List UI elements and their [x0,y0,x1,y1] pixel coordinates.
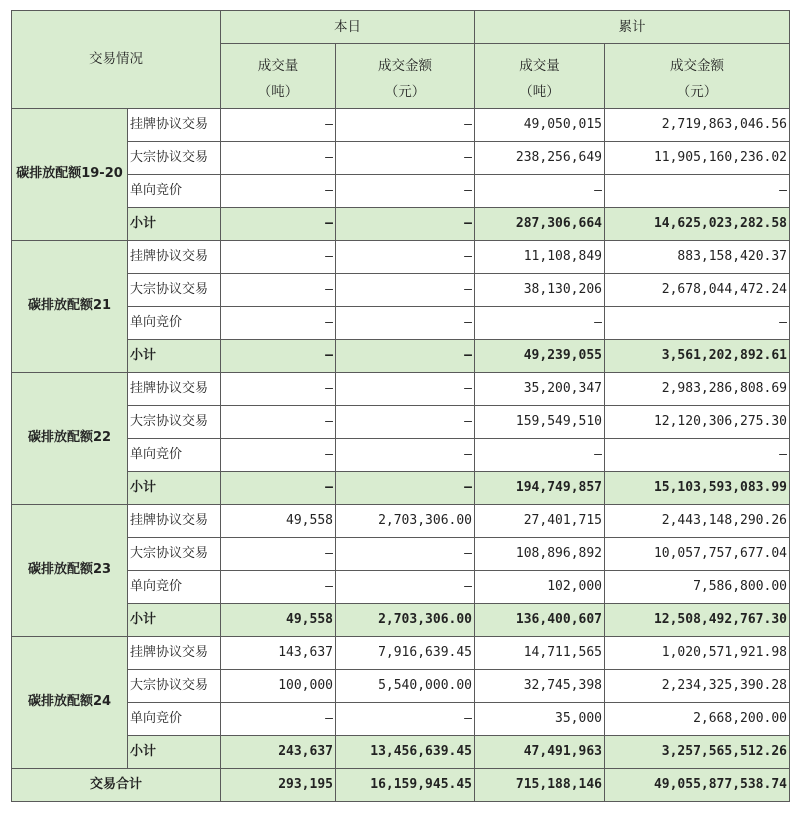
total-today-amt: 16,159,945.45 [336,769,475,802]
cell-cum-amt: 883,158,420.37 [605,241,790,274]
cell-today-amt: – [336,340,475,373]
cell-cum-vol: 35,000 [475,703,605,736]
trade-type: 挂牌协议交易 [128,637,221,670]
cell-today-vol: – [221,307,336,340]
cell-today-vol: – [221,439,336,472]
cell-today-amt: 5,540,000.00 [336,670,475,703]
cell-today-vol: – [221,340,336,373]
cell-cum-vol: 32,745,398 [475,670,605,703]
header-category: 交易情况 [12,11,221,109]
header-today: 本日 [221,11,475,44]
header-cum-volume [475,44,605,109]
cell-cum-vol: – [475,307,605,340]
cell-today-vol: – [221,406,336,439]
table-row [12,373,790,406]
cell-today-amt: – [336,439,475,472]
cell-today-vol: – [221,373,336,406]
trade-type: 挂牌协议交易 [128,373,221,406]
cell-today-amt: – [336,307,475,340]
cell-today-amt: – [336,538,475,571]
quota-category: 碳排放配额22 [12,373,128,505]
cell-today-amt: – [336,109,475,142]
quota-category: 碳排放配额24 [12,637,128,769]
table-row [12,307,790,340]
header-volume-unit: （吨） [519,84,560,100]
trade-type: 挂牌协议交易 [128,109,221,142]
table-row [12,736,790,769]
subtotal-label: 小计 [128,208,221,241]
cell-cum-amt: 2,234,325,390.28 [605,670,790,703]
cell-cum-amt: 1,020,571,921.98 [605,637,790,670]
header-today-amount [336,44,475,109]
cell-cum-vol: – [475,439,605,472]
total-today-vol: 293,195 [221,769,336,802]
cell-today-vol: 243,637 [221,736,336,769]
quota-category: 碳排放配额21 [12,241,128,373]
cell-cum-vol: 38,130,206 [475,274,605,307]
cell-cum-vol: 108,896,892 [475,538,605,571]
trade-type: 大宗协议交易 [128,538,221,571]
table-row [12,703,790,736]
table-row [12,637,790,670]
subtotal-label: 小计 [128,736,221,769]
cell-cum-amt: 2,668,200.00 [605,703,790,736]
cell-today-vol: 143,637 [221,637,336,670]
cell-cum-vol: 49,050,015 [475,109,605,142]
header-amount-unit: （元） [384,84,426,100]
cell-cum-vol: 27,401,715 [475,505,605,538]
cell-today-vol: 49,558 [221,505,336,538]
cell-today-amt: – [336,208,475,241]
table-row [12,142,790,175]
trade-type: 挂牌协议交易 [128,241,221,274]
table-row [12,175,790,208]
header-volume-label: 成交量 [519,58,560,75]
table-row [12,109,790,142]
cell-cum-amt: – [605,439,790,472]
cell-today-amt: 7,916,639.45 [336,637,475,670]
trade-type: 单向竞价 [128,571,221,604]
cell-cum-vol: 47,491,963 [475,736,605,769]
table-row [12,670,790,703]
trade-type: 大宗协议交易 [128,406,221,439]
total-row [12,769,790,802]
cell-cum-vol: 136,400,607 [475,604,605,637]
total-cum-amt: 49,055,877,538.74 [605,769,790,802]
cell-cum-vol: – [475,175,605,208]
cell-today-vol: – [221,142,336,175]
trade-type: 挂牌协议交易 [128,505,221,538]
header-volume-unit: （吨） [257,84,299,100]
cell-cum-amt: 15,103,593,083.99 [605,472,790,505]
cell-today-amt: 2,703,306.00 [336,604,475,637]
header-volume-label: 成交量 [257,58,299,75]
table-row [12,274,790,307]
cell-today-vol: 49,558 [221,604,336,637]
cell-cum-amt: – [605,175,790,208]
cell-today-amt: – [336,274,475,307]
cell-cum-amt: 3,257,565,512.26 [605,736,790,769]
trade-type: 大宗协议交易 [128,142,221,175]
cell-cum-amt: 2,678,044,472.24 [605,274,790,307]
cell-cum-vol: 194,749,857 [475,472,605,505]
table-row [12,472,790,505]
trade-type: 单向竞价 [128,307,221,340]
trade-type: 单向竞价 [128,175,221,208]
cell-today-vol: – [221,571,336,604]
table-row [12,538,790,571]
header-amount-label: 成交金额 [670,58,724,75]
cell-today-amt: – [336,472,475,505]
cell-cum-amt: 12,120,306,275.30 [605,406,790,439]
total-label: 交易合计 [12,769,221,802]
header-amount-unit: （元） [676,84,718,100]
subtotal-label: 小计 [128,604,221,637]
trade-type: 大宗协议交易 [128,274,221,307]
cell-cum-vol: 11,108,849 [475,241,605,274]
cell-cum-vol: 102,000 [475,571,605,604]
cell-today-vol: – [221,274,336,307]
table-row [12,505,790,538]
cell-cum-amt: 2,443,148,290.26 [605,505,790,538]
cell-today-vol: – [221,241,336,274]
cell-today-amt: 13,456,639.45 [336,736,475,769]
cell-today-amt: – [336,571,475,604]
cell-today-amt: – [336,241,475,274]
cell-today-amt: – [336,703,475,736]
cell-today-vol: – [221,472,336,505]
subtotal-label: 小计 [128,472,221,505]
cell-today-vol: – [221,538,336,571]
cell-cum-vol: 287,306,664 [475,208,605,241]
table-row [12,439,790,472]
cell-today-vol: – [221,703,336,736]
cell-cum-amt: 14,625,023,282.58 [605,208,790,241]
subtotal-label: 小计 [128,340,221,373]
table-row [12,340,790,373]
cell-today-vol: – [221,175,336,208]
header-row-1 [12,11,790,44]
cell-cum-amt: – [605,307,790,340]
table-row [12,406,790,439]
cell-cum-amt: 2,983,286,808.69 [605,373,790,406]
table-row [12,208,790,241]
header-amount-label: 成交金额 [378,58,432,75]
cell-cum-amt: 7,586,800.00 [605,571,790,604]
trade-type: 单向竞价 [128,439,221,472]
cell-today-amt: – [336,406,475,439]
cell-today-amt: – [336,175,475,208]
table-row [12,604,790,637]
cell-cum-amt: 10,057,757,677.04 [605,538,790,571]
cell-today-vol: – [221,208,336,241]
quota-category: 碳排放配额23 [12,505,128,637]
table-row [12,571,790,604]
quota-category: 碳排放配额19-20 [12,109,128,241]
cell-cum-amt: 3,561,202,892.61 [605,340,790,373]
cell-cum-amt: 12,508,492,767.30 [605,604,790,637]
cell-cum-vol: 14,711,565 [475,637,605,670]
cell-cum-vol: 159,549,510 [475,406,605,439]
cell-cum-vol: 35,200,347 [475,373,605,406]
table-row [12,241,790,274]
trade-summary-table [11,10,790,802]
trade-type: 单向竞价 [128,703,221,736]
cell-cum-amt: 11,905,160,236.02 [605,142,790,175]
cell-cum-vol: 238,256,649 [475,142,605,175]
cell-today-vol: 100,000 [221,670,336,703]
cell-today-amt: – [336,142,475,175]
cell-cum-vol: 49,239,055 [475,340,605,373]
cell-today-amt: – [336,373,475,406]
header-cum-amount [605,44,790,109]
cell-today-vol: – [221,109,336,142]
trade-type: 大宗协议交易 [128,670,221,703]
cell-today-amt: 2,703,306.00 [336,505,475,538]
total-cum-vol: 715,188,146 [475,769,605,802]
cell-cum-amt: 2,719,863,046.56 [605,109,790,142]
header-today-volume [221,44,336,109]
header-cumulative: 累计 [475,11,790,44]
